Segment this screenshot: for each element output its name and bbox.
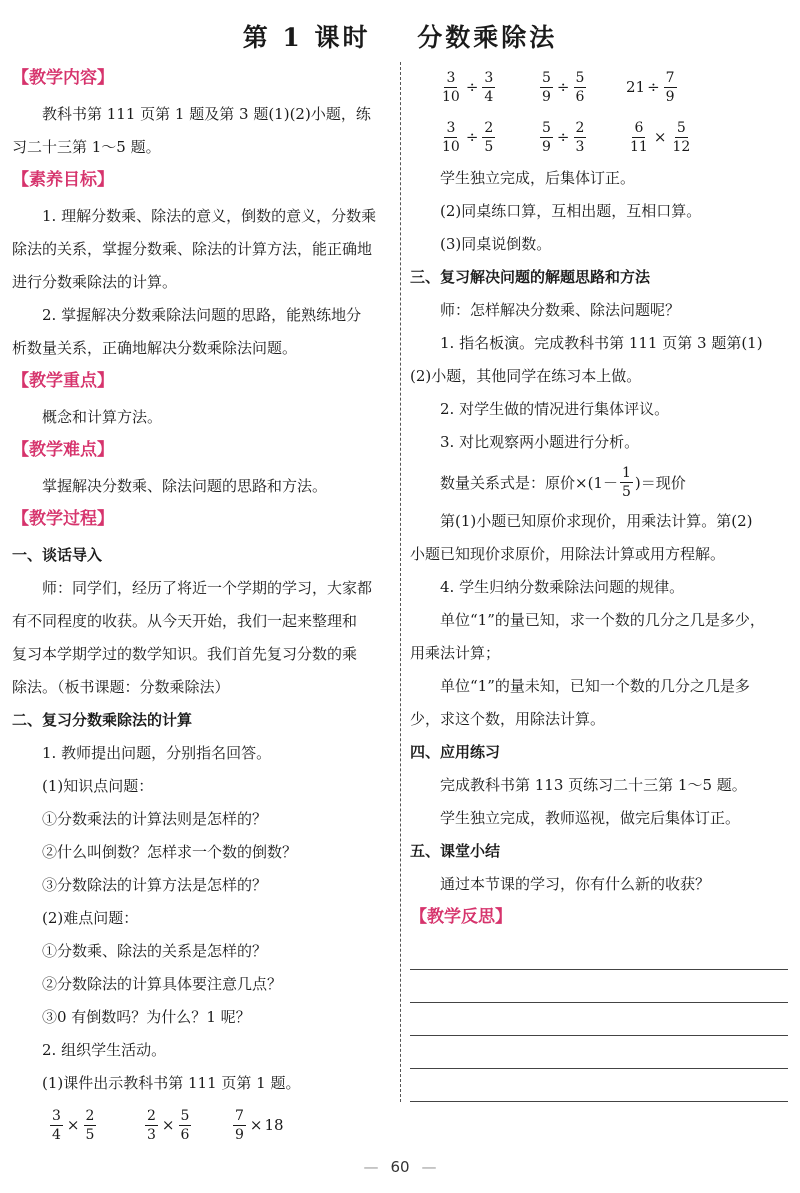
denominator: 9: [542, 138, 551, 155]
numerator: 2: [85, 1107, 95, 1124]
writing-line[interactable]: [410, 1069, 788, 1102]
numerator: 5: [676, 119, 686, 136]
numerator: 2: [575, 119, 585, 136]
footer-rule: —: [363, 1158, 379, 1176]
question-item: ③分数除法的计算方法是怎样的？: [42, 876, 268, 894]
operator: ×: [161, 1116, 175, 1134]
formula-row: [410, 459, 788, 505]
denominator: 9: [542, 88, 551, 105]
paragraph: 通过本节课的学习，你有什么新的收获？: [440, 875, 711, 893]
goal-text: 析数量关系，正确地解决分数乘除法问题。: [12, 339, 298, 357]
fraction: [670, 120, 692, 155]
fraction-exercise-row: [410, 112, 788, 162]
paragraph: 单位“1”的量未知，已知一个数的几分之几是多: [440, 677, 750, 695]
fraction: [574, 70, 587, 105]
numerator: 5: [180, 1107, 190, 1124]
goal-header: 【素养目标】: [12, 170, 114, 190]
denominator: 3: [147, 1126, 156, 1143]
fraction: [620, 465, 633, 500]
numerator: 3: [446, 69, 456, 86]
section-heading: 一、谈话导入: [12, 546, 103, 564]
right-column: [410, 62, 788, 1102]
fraction-expression: [438, 120, 538, 155]
goal-text: 除法的关系，掌握分数乘、除法的计算方法，能正确地: [12, 240, 373, 258]
numerator: 3: [52, 1107, 61, 1124]
numerator: 6: [634, 119, 644, 136]
fraction: [50, 1108, 63, 1143]
fraction: [540, 120, 553, 155]
paragraph: 师：怎样解决分数乘、除法问题呢？: [440, 301, 681, 319]
paragraph: (2)小题，其他同学在练习本上做。: [410, 367, 642, 385]
page-number: 60: [390, 1158, 410, 1176]
operator: ×: [249, 1116, 263, 1134]
fraction: [482, 120, 495, 155]
numerator: 7: [235, 1107, 244, 1124]
denominator: 3: [575, 138, 585, 155]
paragraph: 小题已知现价求原价，用除法计算或用方程解。: [410, 545, 726, 563]
paragraph: 学生独立完成，教师巡视，做完后集体订正。: [440, 809, 741, 827]
operator: ÷: [556, 128, 570, 146]
paragraph: 复习本学期学过的数学知识。我们首先复习分数的乘: [12, 645, 358, 663]
page-footer: [0, 1158, 800, 1176]
formula-text: )＝现价: [634, 473, 686, 492]
fraction-expression: [438, 70, 538, 105]
operator: ÷: [465, 78, 479, 96]
section-heading: 五、课堂小结: [410, 842, 501, 860]
question-item: ①分数乘、除法的关系是怎样的？: [42, 942, 268, 960]
question-item: ①分数乘法的计算法则是怎样的？: [42, 810, 268, 828]
denominator: 5: [484, 138, 494, 155]
paragraph: 2. 对学生做的情况进行集体评议。: [440, 400, 670, 418]
question-item: ③0 有倒数吗？为什么？1 呢？: [42, 1008, 251, 1026]
fraction-expression: [143, 1108, 231, 1143]
fraction: [540, 70, 553, 105]
numerator: 3: [446, 119, 456, 136]
numerator: 7: [665, 69, 675, 86]
operator: ÷: [556, 78, 570, 96]
fraction: [664, 70, 677, 105]
denominator: 4: [484, 88, 494, 105]
fraction: [179, 1108, 192, 1143]
paragraph: (2)同桌练口算，互相出题，互相口算。: [440, 202, 702, 220]
paragraph: (1)课件出示教科书第 111 页第 1 题。: [42, 1074, 301, 1092]
denominator: 5: [621, 483, 631, 500]
denominator: 12: [672, 138, 691, 155]
denominator: 10: [442, 138, 460, 155]
reflection-header: 【教学反思】: [410, 907, 512, 927]
numerator: 2: [484, 119, 494, 136]
operator: ÷: [647, 78, 660, 96]
paragraph: 除法。（板书课题：分数乘除法）: [12, 678, 230, 696]
question-item: ②什么叫倒数？怎样求一个数的倒数？: [42, 843, 298, 861]
content-text: 教科书第 111 页第 1 题及第 3 题(1)(2)小题，练: [42, 105, 371, 123]
paragraph: 3. 对比观察两小题进行分析。: [440, 433, 640, 451]
goal-text: 2. 掌握解决分数乘除法问题的思路，能熟练地分: [42, 306, 362, 324]
paragraph: 第(1)小题已知原价求现价，用乘法计算。第(2): [440, 512, 753, 530]
numerator: 1: [621, 464, 631, 481]
paragraph: 完成教科书第 113 页练习二十三第 1～5 题。: [440, 776, 747, 794]
denominator: 10: [442, 88, 460, 105]
difficulty-header: 【教学难点】: [12, 440, 114, 460]
process-header: 【教学过程】: [12, 509, 114, 529]
numerator: 3: [484, 69, 494, 86]
numerator: 5: [542, 119, 551, 136]
fraction-expression: [48, 1108, 143, 1143]
paragraph: (3)同桌说倒数。: [440, 235, 552, 253]
paragraph: 4. 学生归纳分数乘除法问题的规律。: [440, 578, 685, 596]
numerator: 2: [147, 1107, 156, 1124]
denominator: 9: [665, 88, 675, 105]
paragraph: 单位“1”的量已知，求一个数的几分之几是多少，: [440, 611, 765, 629]
question-item: ②分数除法的计算具体要注意几点？: [42, 975, 283, 993]
integer: 18: [264, 1116, 284, 1134]
formula-text: 数量关系式是：原价×(1－: [440, 473, 618, 492]
paragraph: (1)知识点问题：: [42, 777, 154, 795]
content-header: 【教学内容】: [12, 68, 114, 88]
paragraph: 少，求这个数，用除法计算。: [410, 710, 606, 728]
goal-text: 进行分数乘除法的计算。: [12, 273, 178, 291]
paragraph: 学生独立完成，后集体订正。: [440, 169, 636, 187]
writing-line[interactable]: [410, 937, 788, 970]
fraction-expression: [538, 120, 626, 155]
fraction-expression: [231, 1108, 321, 1143]
paragraph: 1. 教师提出问题，分别指名回答。: [42, 744, 272, 762]
fraction-expression: [626, 120, 716, 155]
left-column: [12, 62, 390, 1150]
denominator: 4: [52, 1126, 61, 1143]
fraction-exercise-row: [410, 62, 788, 112]
fraction: [233, 1108, 246, 1143]
operator: ÷: [465, 128, 479, 146]
difficulty-text: 掌握解决分数乘、除法问题的思路和方法。: [42, 477, 328, 495]
writing-line[interactable]: [410, 970, 788, 1003]
denominator: 6: [180, 1126, 190, 1143]
fraction-expression: [626, 70, 716, 105]
denominator: 5: [85, 1126, 95, 1143]
fraction: [482, 70, 495, 105]
numerator: 5: [542, 69, 551, 86]
page-title: 第 1 课时 分数乘除法: [242, 23, 558, 52]
key-point-header: 【教学重点】: [12, 371, 114, 391]
section-heading: 三、复习解决问题的解题思路和方法: [410, 268, 651, 286]
fraction: [574, 120, 587, 155]
paragraph: 有不同程度的收获。从今天开始，我们一起来整理和: [12, 612, 358, 630]
goal-text: 1. 理解分数乘、除法的意义，倒数的意义，分数乘: [42, 207, 377, 225]
writing-line[interactable]: [410, 1036, 788, 1069]
fraction: [440, 70, 462, 105]
fraction: [84, 1108, 97, 1143]
writing-line[interactable]: [410, 1003, 788, 1036]
paragraph: 1. 指名板演。完成教科书第 111 页第 3 题第(1): [440, 334, 763, 352]
fraction-expression: [538, 70, 626, 105]
fraction: [145, 1108, 158, 1143]
numerator: 5: [575, 69, 585, 86]
paragraph: 2. 组织学生活动。: [42, 1041, 167, 1059]
content-text: 习二十三第 1～5 题。: [12, 138, 161, 156]
footer-rule: —: [421, 1158, 437, 1176]
section-heading: 二、复习分数乘除法的计算: [12, 711, 193, 729]
key-point-text: 概念和计算方法。: [42, 408, 163, 426]
denominator: 6: [575, 88, 585, 105]
integer: 21: [626, 78, 646, 96]
operator: ×: [66, 1116, 80, 1134]
column-divider: [400, 62, 401, 1102]
operator: ×: [653, 128, 667, 146]
denominator: 9: [235, 1126, 244, 1143]
fraction: [628, 120, 650, 155]
fraction-exercise-row: [12, 1100, 390, 1150]
reflection-lines: [410, 937, 788, 1102]
paragraph: 用乘法计算；: [410, 644, 501, 662]
fraction: [440, 120, 462, 155]
denominator: 11: [630, 138, 648, 155]
paragraph: (2)难点问题：: [42, 909, 139, 927]
paragraph: 师：同学们，经历了将近一个学期的学习，大家都: [42, 579, 373, 597]
section-heading: 四、应用练习: [410, 743, 501, 761]
